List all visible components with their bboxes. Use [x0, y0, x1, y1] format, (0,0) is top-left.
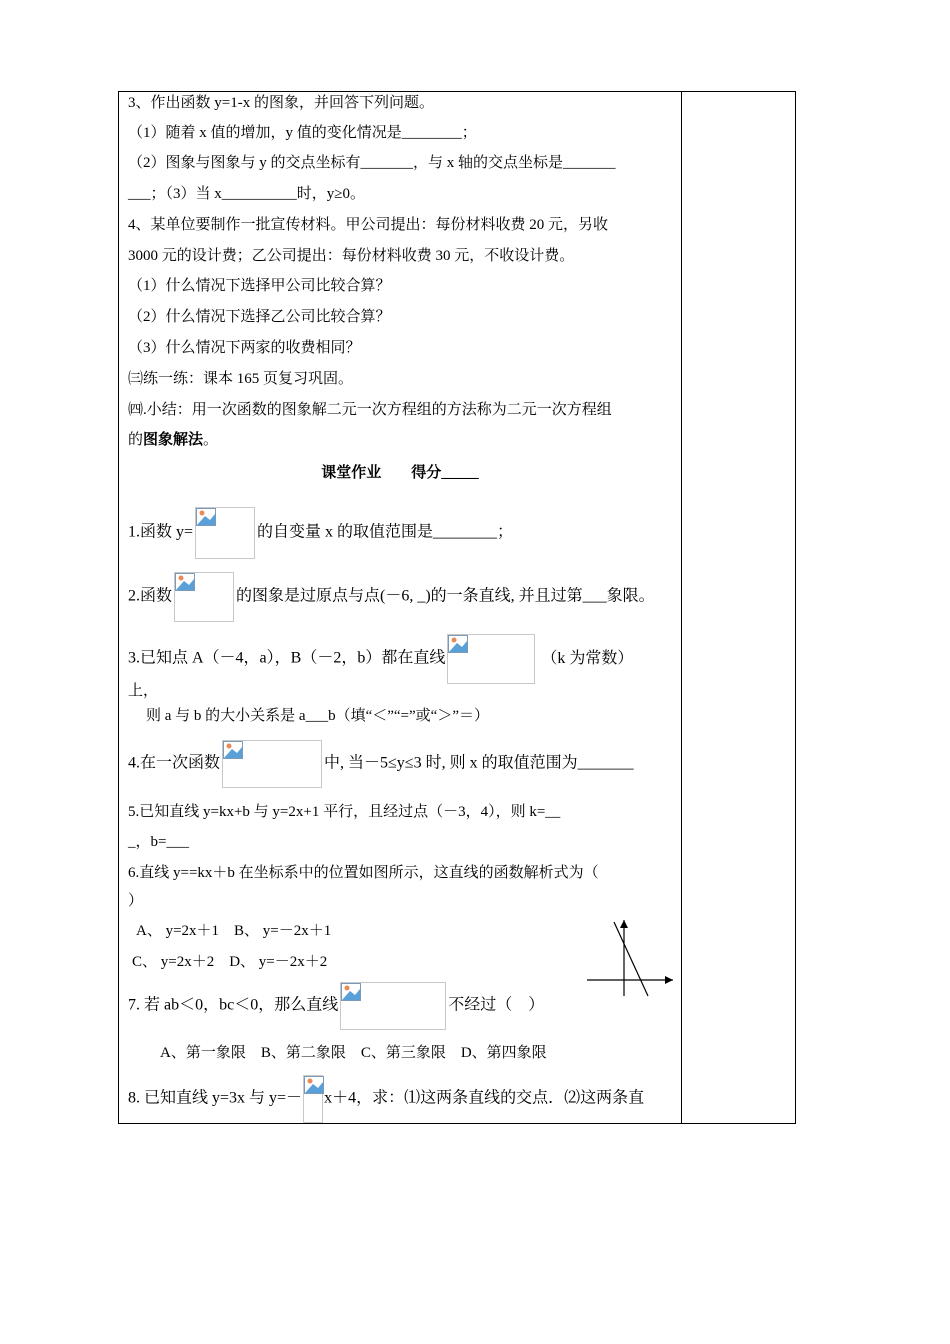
p6-coordinate-graph	[585, 918, 675, 998]
hw-p2-suffix: 的图象是过原点与点(－6, _)的一条直线, 并且过第___象限。	[236, 587, 655, 605]
q3-sub1: （1）随着 x 值的增加，y 值的变化情况是________；	[128, 125, 477, 141]
summary-line2	[128, 430, 218, 450]
broken-image-icon	[447, 634, 535, 684]
hw-p2-prefix: 2.函数	[128, 587, 173, 605]
broken-image-icon	[195, 507, 255, 559]
q4-line1: 4、某单位要制作一批宣传材料。甲公司提出：每份材料收费 20 元，另收	[128, 217, 609, 233]
hw-problem-5-line2: _，b=___	[128, 834, 189, 850]
q3-sub2: （2）图象与图象与 y 的交点坐标有_______，与 x 轴的交点坐标是_______	[128, 155, 616, 171]
hw-problem-4	[128, 740, 634, 788]
q4-line2: 3000 元的设计费；乙公司提出：每份材料收费 30 元，不收设计费。	[128, 248, 575, 264]
hw-problem-7	[128, 982, 544, 1030]
summary-bold-term: 图象解法	[143, 432, 204, 448]
broken-image-icon	[340, 982, 446, 1030]
lesson-content	[119, 92, 681, 1123]
function-line	[614, 922, 648, 996]
q4-sub2: （2）什么情况下选择乙公司比较合算？	[128, 309, 391, 325]
summary-suffix: 。	[203, 432, 219, 448]
y-axis-arrow	[620, 920, 628, 928]
hw-p7-prefix: 7. 若 ab＜0，bc＜0，那么直线	[128, 996, 339, 1014]
hw-p7-options: A、第一象限 B、第二象限 C、第三象限 D、第四象限	[160, 1045, 547, 1061]
hw-p6-options-ab: A、 y=2x＋1 B、 y=－2x＋1	[136, 923, 332, 939]
hw-p6-options-cd: C、 y=2x＋2 D、 y=－2x＋2	[132, 954, 328, 970]
lesson-table	[118, 91, 796, 1124]
hw-p1-suffix: 的自变量 x 的取值范围是________；	[257, 523, 514, 541]
broken-image-icon	[222, 740, 322, 788]
summary-line1: ㈣.小结：用一次函数的图象解二元一次方程组的方法称为二元一次方程组	[128, 402, 612, 418]
hw-problem-6-line1: 6.直线 y==kx＋b 在坐标系中的位置如图所示，这直线的函数解析式为（	[128, 865, 599, 881]
hw-problem-5-line1: 5.已知直线 y=kx+b 与 y=2x+1 平行，且经过点（－3，4），则 k=__	[128, 804, 561, 820]
practice-line: ㈢练一练：课本 165 页复习巩固。	[128, 371, 354, 387]
hw-p4-suffix: 中, 当－5≤y≤3 时, 则 x 的取值范围为_______	[324, 754, 634, 772]
hw-problem-2	[128, 572, 655, 622]
q3-sub3: ___；（3）当 x__________时，y≥0。	[128, 186, 365, 202]
column-divider	[681, 92, 682, 1123]
hw-p7-suffix: 不经过（ ）	[448, 996, 545, 1014]
hw-p8-suffix: x＋4，求：⑴这两条直线的交点．⑵这两条直	[324, 1089, 645, 1107]
hw-problem-1	[128, 507, 513, 559]
hw-p8-prefix: 8. 已知直线 y=3x 与 y=－	[128, 1089, 303, 1107]
hw-p3-continued: 上，	[128, 683, 159, 699]
hw-problem-3	[128, 634, 633, 684]
summary-prefix: 的	[128, 432, 144, 448]
q4-sub3: （3）什么情况下两家的收费相同？	[128, 340, 361, 356]
hw-problem-8	[128, 1075, 644, 1123]
q4-sub1: （1）什么情况下选择甲公司比较合算？	[128, 278, 391, 294]
broken-image-icon	[174, 572, 234, 622]
homework-title: 课堂作业 得分_____	[321, 465, 479, 481]
hw-p3-prefix: 3.已知点 A（－4，a），B（－2，b）都在直线	[128, 649, 446, 667]
hw-p3-suffix: （k 为常数）	[541, 649, 634, 667]
q3-title: 3、作出函数 y=1-x 的图象，并回答下列问题。	[128, 95, 434, 111]
hw-p4-prefix: 4.在一次函数	[128, 754, 221, 772]
hw-p3-relation: 则 a 与 b 的大小关系是 a___b（填“＜”“=”或“＞”＝）	[146, 708, 489, 724]
broken-image-icon	[303, 1075, 323, 1123]
hw-problem-6-line2: ）	[128, 893, 144, 909]
x-axis-arrow	[665, 976, 673, 984]
hw-p1-prefix: 1.函数 y=	[128, 523, 194, 541]
